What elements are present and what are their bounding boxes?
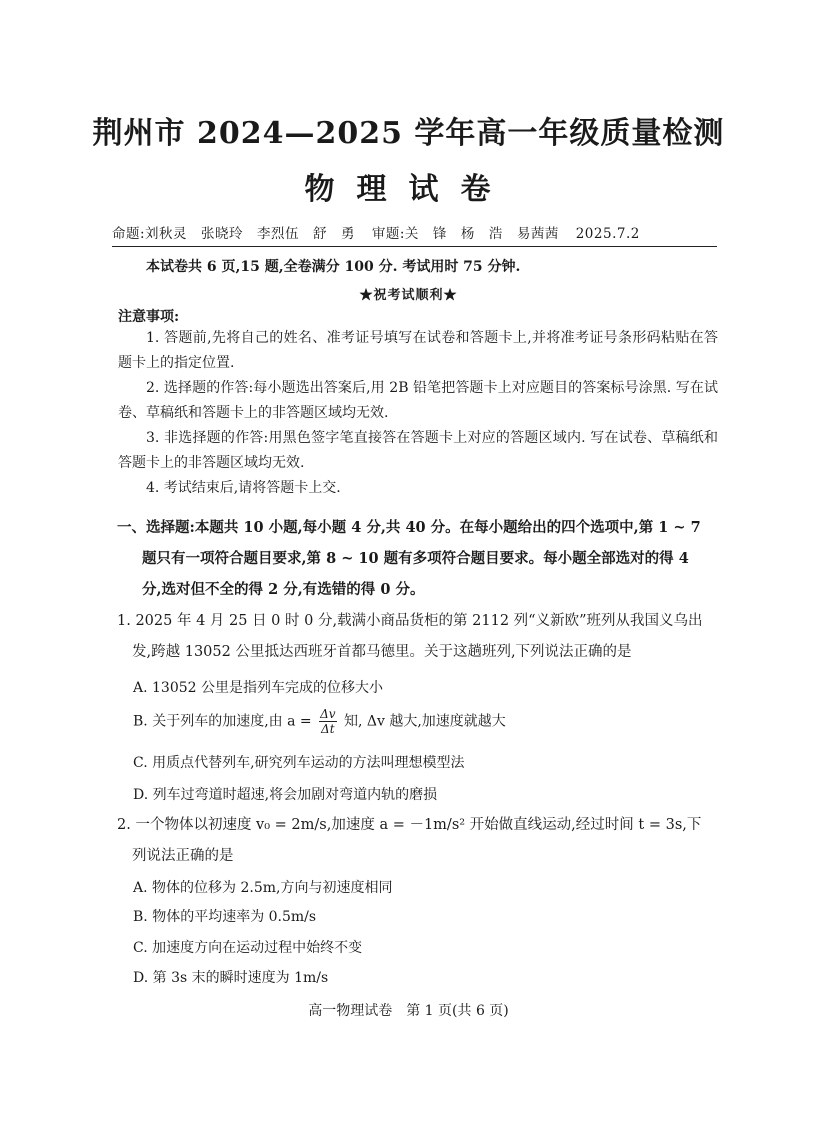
notice-item: 1. 答题前,先将自己的姓名、准考证号填写在试卷和答题卡上,并将准考证号条形码粘贴在答题卡上的指定位置. bbox=[118, 330, 718, 371]
reviewer-names: 审题:关 锋 杨 浩 易茜茜 bbox=[371, 226, 559, 242]
section-heading bbox=[117, 512, 721, 605]
section-line-2: 题只有一项符合题目要求,第 8 ~ 10 题有多项符合题目要求。每小题全部选对的得 4 bbox=[142, 550, 689, 567]
option-b bbox=[133, 707, 506, 736]
author-line bbox=[112, 222, 732, 242]
option-b: B. 物体的平均速率为 0.5m/s bbox=[133, 909, 317, 925]
option-b-suffix: 知, Δv 越大,加速度就越大 bbox=[343, 713, 506, 730]
option-c: C. 加速度方向在运动过程中始终不变 bbox=[133, 940, 363, 956]
subject-title: 物理试卷 bbox=[304, 172, 513, 207]
option-b-prefix: B. 关于列车的加速度,由 a = bbox=[133, 713, 312, 730]
proposer-names: 命题:刘秋灵 张晓玲 李烈伍 舒 勇 bbox=[112, 226, 356, 242]
fraction-formula bbox=[319, 707, 336, 736]
good-luck-note: ★祝考试顺利★ bbox=[359, 288, 458, 303]
section-line-3: 分,选对但不全的得 2 分,有选错的得 0 分。 bbox=[142, 581, 425, 598]
question-stem-line: 发,跨越 13052 公里抵达西班牙首都马德里。关于这趟班列,下列说法正确的是 bbox=[132, 644, 632, 660]
notice-list bbox=[118, 326, 718, 501]
notice-item: 4. 考试结束后,请将答题卡上交. bbox=[146, 480, 341, 496]
fraction-numerator: Δv bbox=[320, 707, 336, 721]
question-2-stem bbox=[117, 810, 721, 872]
exam-title: 荆州市 2024—2025 学年高一年级质量检测 bbox=[92, 116, 725, 151]
header-divider bbox=[112, 246, 717, 247]
fraction-denominator: Δt bbox=[321, 722, 335, 736]
exam-intro: 本试卷共 6 页,15 题,全卷满分 100 分. 考试用时 75 分钟. bbox=[146, 259, 521, 275]
section-line-1: 一、选择题:本题共 10 小题,每小题 4 分,共 40 分。在每小题给出的四个选项中,第 1 ~ 7 bbox=[117, 519, 701, 536]
notice-heading: 注意事项: bbox=[118, 309, 180, 325]
option-a: A. 13052 公里是指列车完成的位移大小 bbox=[133, 680, 383, 696]
exam-date: 2025.7.2 bbox=[575, 226, 640, 242]
question-stem-line: 列说法正确的是 bbox=[132, 848, 234, 864]
question-stem-line: 1. 2025 年 4 月 25 日 0 时 0 分,载满小商品货柜的第 2112 列“义新欧”班列从我国义乌出 bbox=[117, 613, 703, 629]
notice-item: 2. 选择题的作答:每小题选出答案后,用 2B 铅笔把答题卡上对应题目的答案标号涂黑. 写在试卷、草稿纸和答题卡上的非答题区域均无效. bbox=[118, 380, 718, 421]
notice-item: 3. 非选择题的作答:用黑色签字笔直接答在答题卡上对应的答题区域内. 写在试卷、草稿纸和答题卡上的非答题区域均无效. bbox=[118, 430, 718, 471]
question-stem-line: 2. 一个物体以初速度 v₀ = 2m/s,加速度 a = －1m/s² 开始做直线运动,经过时间 t = 3s,下 bbox=[117, 817, 702, 833]
option-d: D. 第 3s 末的瞬时速度为 1m/s bbox=[133, 970, 329, 986]
page-footer: 高一物理试卷 第 1 页(共 6 页) bbox=[308, 1003, 509, 1019]
option-d: D. 列车过弯道时超速,将会加剧对弯道内轨的磨损 bbox=[133, 787, 438, 803]
question-1-stem bbox=[117, 606, 721, 668]
option-c: C. 用质点代替列车,研究列车运动的方法叫理想模型法 bbox=[133, 755, 465, 771]
option-a: A. 物体的位移为 2.5m,方向与初速度相同 bbox=[133, 880, 393, 896]
